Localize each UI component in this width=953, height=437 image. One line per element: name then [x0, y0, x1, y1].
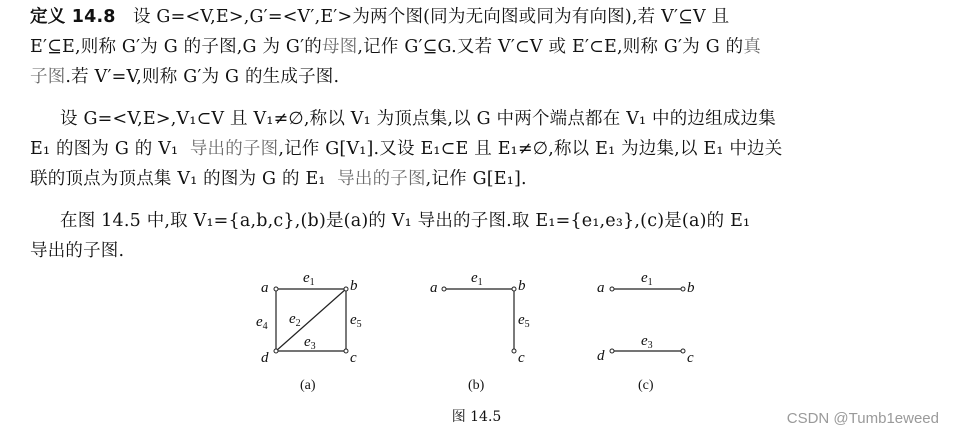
induced-line-2: [30, 134, 935, 164]
label-b-a: a: [430, 280, 438, 296]
term-proper: 真: [743, 37, 762, 57]
label-c-c: c: [687, 350, 694, 366]
label-b-e5: $e_5$: [518, 312, 530, 330]
label-b-e1: $e_1$: [471, 270, 483, 288]
label-c-e1: $e_1$: [641, 270, 653, 288]
vertex-a-b: [344, 287, 348, 291]
vertex-a-c: [344, 349, 348, 353]
label-a-e1: $e_1$: [303, 270, 315, 288]
definition-label: 定义 14.8: [30, 7, 116, 27]
example-paragraph: [60, 206, 940, 236]
label-c-b: b: [687, 280, 695, 296]
definition-text-2b: ,记作 G′⊆G.又若 V′⊂V 或 E′⊂E,则称 G′为 G 的: [357, 37, 744, 57]
definition-paragraph: [30, 2, 935, 92]
term-mother-graph: 母图: [322, 37, 358, 57]
label-a-e3: $e_3$: [304, 334, 316, 352]
induced-line-1: 设 G=<V,E>,V₁⊂V 且 V₁≠∅,称以 V₁ 为顶点集,以 G 中两个端点都在 V₁ 中的边组成边集: [60, 109, 776, 129]
figure-14-5: [0, 266, 953, 406]
vertex-b-b: [512, 287, 516, 291]
csdn-watermark: CSDN @Tumb1eweed: [786, 410, 939, 427]
figure-caption: 图 14.5: [451, 409, 502, 425]
definition-text-1: 设 G=<V,E>,G′=<V′,E′>为两个图(同为无向图或同为有向图),若 V′⊆V 且: [132, 7, 730, 27]
vertex-b-a: [442, 287, 446, 291]
term-vertex-induced: 导出的子图: [189, 139, 279, 159]
label-a-d: d: [261, 350, 269, 366]
label-c-a: a: [597, 280, 605, 296]
example-paragraph-cont: [30, 236, 935, 266]
label-b-c: c: [518, 350, 525, 366]
panel-label-c: (c): [638, 378, 654, 393]
vertex-c-b: [681, 287, 685, 291]
term-edge-induced: 导出的子图: [337, 169, 426, 189]
vertex-c-a: [610, 287, 614, 291]
label-a-c: c: [350, 350, 357, 366]
vertex-b-c: [512, 349, 516, 353]
definition-text-3: .若 V′=V,则称 G′为 G 的生成子图.: [65, 67, 340, 87]
label-a-e5: $e_5$: [350, 312, 362, 330]
induced-text-2b: ,记作 G[V₁].又设 E₁⊂E 且 E₁≠∅,称以 E₁ 为边集,以 E₁ 中边关: [278, 139, 783, 159]
definition-line-2: [30, 32, 935, 62]
induced-subgraph-paragraph-cont: [30, 134, 935, 194]
induced-text-3a: 联的顶点为顶点集 V₁ 的图为 G 的 E₁: [30, 169, 326, 189]
vertex-a-d: [274, 349, 278, 353]
term-subgraph: 子图: [30, 67, 66, 87]
label-a-e4: $e_4$: [256, 314, 268, 332]
label-a-e2: $e_2$: [289, 311, 301, 329]
example-line-2: 导出的子图.: [30, 241, 125, 261]
vertex-c-c: [681, 349, 685, 353]
label-c-e3: $e_3$: [641, 333, 653, 351]
example-line-1: 在图 14.5 中,取 V₁={a,b,c},(b)是(a)的 V₁ 导出的子图.取 E₁={e₁,e₃},(c)是(a)的 E₁: [60, 211, 751, 231]
panel-label-a: (a): [300, 378, 316, 393]
label-b-b: b: [518, 278, 526, 294]
vertex-c-d: [610, 349, 614, 353]
label-c-d: d: [597, 348, 605, 364]
induced-subgraph-paragraph: [60, 104, 940, 134]
induced-line-3: [30, 164, 935, 194]
definition-text-2: E′⊆E,则称 G′为 G 的子图,G 为 G′的: [30, 37, 322, 57]
label-a-a: a: [261, 280, 269, 296]
induced-text-3b: ,记作 G[E₁].: [425, 169, 527, 189]
panel-label-b: (b): [468, 378, 485, 393]
induced-text-2a: E₁ 的图为 G 的 V₁: [30, 139, 179, 159]
definition-line-1: [30, 2, 935, 32]
label-a-b: b: [350, 278, 358, 294]
definition-line-3: [30, 62, 935, 92]
vertex-a-a: [274, 287, 278, 291]
